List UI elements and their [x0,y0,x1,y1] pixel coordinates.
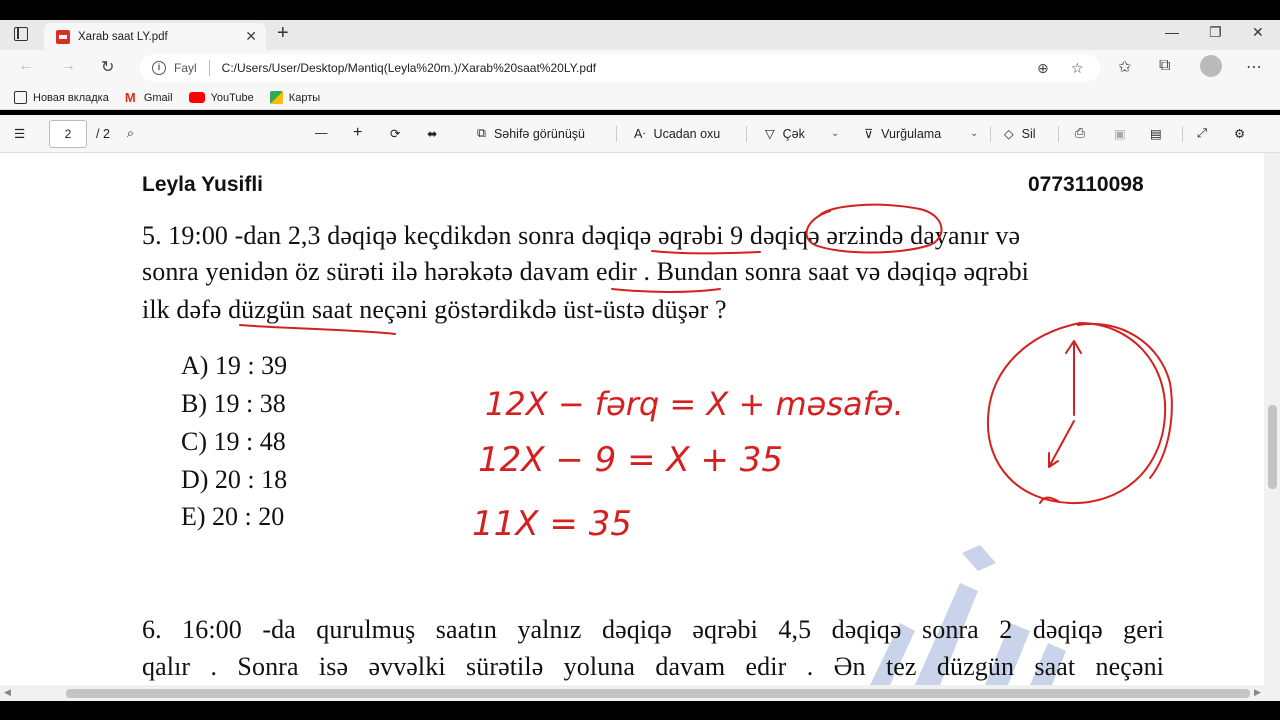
zoom-icon[interactable]: ⊕ [1037,60,1049,76]
read-aloud-icon: Aᐧ [634,127,646,141]
pdf-file-icon [56,30,70,44]
tab-title: Xarab saat LY.pdf [78,30,168,43]
address-label: Fayl [174,61,197,75]
more-menu-icon[interactable]: ⋯ [1246,59,1262,76]
info-icon[interactable]: i [152,61,166,75]
url-text[interactable]: C:/Users/User/Desktop/Məntiq(Leyla%20m.)/Xarab%20saat%20LY.pdf [221,61,597,75]
scroll-right-icon[interactable]: ▶ [1254,687,1261,697]
youtube-icon [189,92,205,103]
handwriting-line-1: 12X − fərq = X + məsafə. [485,385,904,423]
question-6-line-1: 6. 16:00 -da qurulmuş saatın yalnız dəqiqə əqrəbi 4,5 dəqiqə sonra 2 dəqiqə geri [142,615,1164,644]
search-icon[interactable]: ⌕ [127,126,135,140]
option-e: E) 20 : 20 [181,502,285,531]
handwriting-line-2: 12X − 9 = X + 35 [478,440,784,480]
handwriting-line-3: 11X = 35 [472,504,632,544]
address-bar[interactable] [140,54,1100,82]
page-count: / 2 [96,127,110,141]
option-d: D) 20 : 18 [181,465,288,494]
pdf-viewer[interactable] [0,153,1280,685]
back-icon[interactable]: ← [18,57,34,74]
zoom-out-icon[interactable]: — [315,126,328,140]
refresh-icon[interactable]: ↻ [101,59,115,76]
highlight-icon: ⊽ [864,127,874,141]
favorite-star-icon[interactable]: ☆ [1071,60,1084,76]
author-name: Leyla Yusifli [142,173,264,196]
question-6-line-2: qalır . Sonra isə əvvəlki sürətilə yoluna davam edir . Ən tez düzgün saat neçəni [142,652,1164,681]
table-of-contents-icon[interactable]: ☰ [14,127,26,141]
tab-strip [0,20,1280,50]
vertical-scroll-thumb[interactable] [1268,405,1277,489]
bookmarks-bar [0,86,1280,110]
question-5-line-2: sonra yenidən öz sürəti ilə hərəkətə davam edir . Bundan sonra saat və dəqiqə əqrəbi [142,257,1030,286]
save-icon[interactable]: ▣ [1114,127,1126,141]
fit-page-icon[interactable]: ⬌ [427,127,438,141]
address-toolbar [0,50,1280,86]
draw-chevron-down-icon[interactable]: ⌄ [831,128,840,139]
collections-icon[interactable]: ⧉ [1159,57,1171,74]
horizontal-scrollbar[interactable] [0,685,1280,701]
handwritten-solution [0,153,1264,685]
favorites-icon[interactable]: ✩ [1118,59,1132,76]
top-black-bar [0,0,1280,20]
minimize-icon[interactable]: — [1165,24,1179,40]
restore-icon[interactable]: ❐ [1209,24,1222,40]
erase-button[interactable]: ◇ Sil [1004,126,1036,141]
scroll-left-icon[interactable]: ◀ [4,687,11,697]
bookmark-youtube[interactable]: YouTube [189,92,254,104]
pdf-page [0,153,1264,685]
bookmark-new-tab[interactable]: Новая вкладка [14,91,109,104]
page-number-input[interactable]: 2 [49,120,87,148]
avatar[interactable] [1200,55,1222,77]
close-window-icon[interactable]: ✕ [1252,24,1264,40]
save-as-icon[interactable]: ▤ [1150,127,1162,141]
bottom-black-bar [0,701,1280,720]
eraser-icon: ◇ [1004,127,1014,141]
page-view-button[interactable]: ⧉ Səhifə görünüşü [477,126,585,141]
read-aloud-button[interactable]: Aᐧ Ucadan oxu [634,126,721,141]
settings-gear-icon[interactable]: ⚙ [1234,127,1246,141]
phone-number: 0773110098 [1028,173,1144,196]
print-icon[interactable]: ⎙ [1075,126,1086,140]
draw-button[interactable]: ▽ Çək [765,126,805,141]
bookmark-maps[interactable]: Карты [270,91,320,104]
zoom-in-icon[interactable]: + [353,124,363,141]
question-5-line-3: ilk dəfə düzgün saat neçəni göstərdikdə üst-üstə düşər ? [142,295,727,324]
forward-icon[interactable]: → [60,57,76,74]
bookmark-gmail[interactable]: M Gmail [124,90,173,105]
maps-icon [270,91,283,104]
horizontal-scroll-thumb[interactable] [66,689,1250,698]
tab-pdf[interactable] [44,23,266,50]
vertical-scrollbar[interactable] [1264,153,1280,685]
option-c: C) 19 : 48 [181,427,286,456]
page-view-icon: ⧉ [477,126,486,140]
highlight-chevron-down-icon[interactable]: ⌄ [970,128,979,139]
draw-icon: ▽ [765,127,775,141]
option-a: A) 19 : 39 [181,351,288,380]
question-5-line-1: 5. 19:00 -dan 2,3 dəqiqə keçdikdən sonra dəqiqə əqrəbi 9 dəqiqə ərzində dayanır və [142,221,1021,250]
close-tab-icon[interactable]: ✕ [245,28,257,44]
tab-actions-icon[interactable] [14,27,28,41]
gmail-icon: M [124,90,136,105]
new-tab-page-icon [14,91,27,104]
fullscreen-icon[interactable]: ⤢ [1197,126,1208,140]
highlight-button[interactable]: ⊽ Vurğulama [864,126,942,141]
rotate-icon[interactable]: ⟳ [390,127,401,141]
new-tab-icon[interactable]: + [277,22,289,44]
option-b: B) 19 : 38 [181,389,286,418]
pdf-toolbar [0,115,1280,153]
